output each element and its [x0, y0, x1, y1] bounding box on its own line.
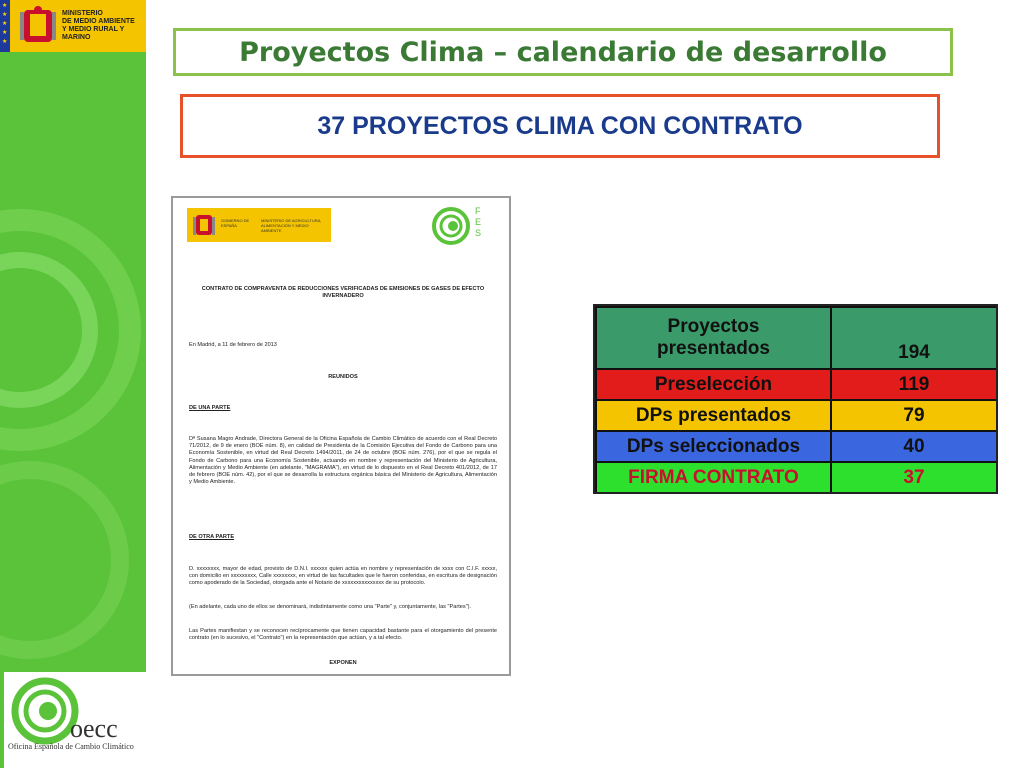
- doc-paragraph-1: Dª Susana Magro Andrade, Directora General de la Oficina Española de Cambio Climático de acuerdo con el Real Decreto 71/2012, de 9 de enero (BOE núm. 8), en calidad de Presidenta de la Comisión Ejecutiva del Fondo de Carbono para una Economía Sostenible, en virtud del Real Decreto 1494/2011, de 24 de octubre (BOE núm. 276), por el que se regula el Fondo de Carbono para una Economía Sostenible, actuando en nombre y representación del Ministerio de Agricultura, Alimentación y Medio Ambiente (en adelante, "MAGRAMA"), en virtud de lo dispuesto en el Real Decreto 401/2012, de 17 de febrero (BOE núm. 42), por el que se desarrolla la estructura orgánica básica del Ministerio de Agricultura, Alimentación y Medio Ambiente.: [189, 436, 497, 486]
- row-label-dps-seleccionados: DPs seleccionados: [597, 432, 830, 461]
- ministry-logo: [0, 0, 146, 52]
- doc-paragraph-2: D. xxxxxxxx, mayor de edad, provisto de D.N.I. xxxxxx quien actúa en nombre y representación de xxxx con C.I.F. xxxxx, con domicilio en xxxxxxxxx, Calle xxxxxxxx, en virtud de las facultades que le fueron conferidas, en escritura de designación como apoderado de la Sociedad, otorgada ante el Notario de xxxxxxxxxxxxxxx de su protocolo.: [189, 566, 497, 587]
- left-sidebar-band: [0, 0, 146, 768]
- doc-place-date: En Madrid, a 11 de febrero de 2013: [189, 342, 277, 348]
- row-value-presentados: 194: [832, 308, 996, 368]
- project-status-table: [593, 304, 998, 494]
- coat-of-arms-icon: [16, 4, 60, 48]
- row-value-preseleccion: 119: [832, 370, 996, 399]
- row-value-dps-seleccionados: 40: [832, 432, 996, 461]
- coat-of-arms-icon: [191, 211, 217, 239]
- doc-reunidos: REUNIDOS: [328, 374, 358, 380]
- row-label-preseleccion: Preselección: [597, 370, 830, 399]
- row-value-dps-presentados: 79: [832, 401, 996, 430]
- fes-logo: [431, 204, 487, 254]
- row-label-presentados: Proyectos presentados: [597, 308, 830, 368]
- doc-ministerio-label: MINISTERIO DE AGRICULTURA, ALIMENTACIÓN Y MEDIO AMBIENTE: [261, 218, 322, 233]
- oecc-logo-subtitle: Oficina Española de Cambio Climático: [8, 742, 134, 751]
- title-box: [173, 28, 953, 76]
- subtitle-box: [180, 94, 940, 158]
- eu-flag-icon: ★ ★ ★ ★ ★: [0, 0, 10, 52]
- decorative-rings: [0, 0, 146, 768]
- doc-paragraph-4: Las Partes manifiestan y se reconocen recíprocamente que tienen capacidad bastante para el otorgamiento del presente contrato (en lo sucesivo, el "Contrato") en la representación que actúan, y a tal efecto.: [189, 628, 497, 642]
- doc-ministry-logo: [187, 208, 331, 242]
- ministry-name: MINISTERIO DE MEDIO AMBIENTE Y MEDIO RURAL Y MARINO: [62, 10, 135, 41]
- doc-paragraph-3: (En adelante, cada uno de ellos se denominará, indistintamente como una "Parte" y, conjuntamente, las "Partes").: [189, 604, 472, 610]
- fes-rings-icon: [431, 204, 471, 248]
- doc-de-una-parte: DE UNA PARTE: [189, 405, 231, 411]
- doc-heading: CONTRATO DE COMPRAVENTA DE REDUCCIONES VERIFICADAS DE EMISIONES DE GASES DE EFECTO INVERNADERO: [201, 286, 485, 300]
- oecc-logo-text: oecc: [70, 714, 118, 743]
- doc-exponen: EXPONEN: [329, 660, 357, 666]
- page-title: Proyectos Clima – calendario de desarrollo: [239, 36, 887, 68]
- contract-document-image: [171, 196, 511, 676]
- row-label-firma-contrato: FIRMA CONTRATO: [597, 463, 830, 492]
- row-label-dps-presentados: DPs presentados: [597, 401, 830, 430]
- fes-letters: FES: [475, 206, 482, 238]
- doc-de-otra-parte: DE OTRA PARTE: [189, 534, 235, 540]
- row-value-firma-contrato: 37: [832, 463, 996, 492]
- doc-gobierno-label: GOBIERNO DE ESPAÑA: [221, 218, 250, 228]
- page-subtitle: 37 PROYECTOS CLIMA CON CONTRATO: [317, 111, 803, 140]
